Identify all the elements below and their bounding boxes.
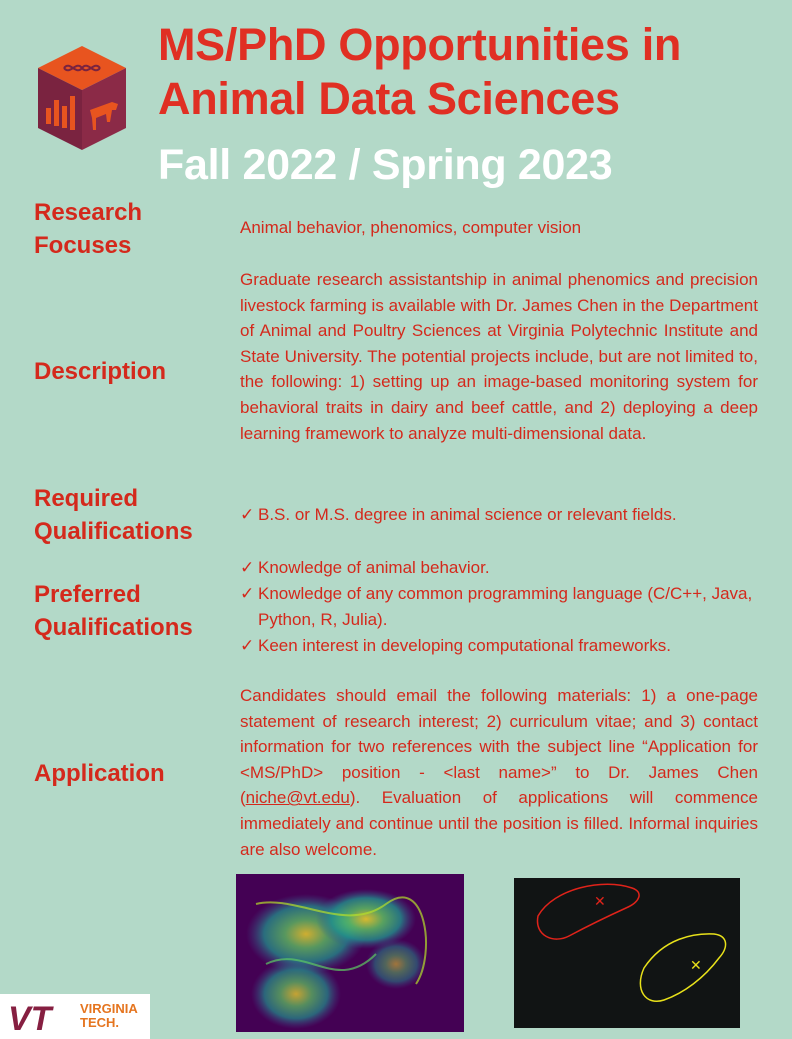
research-focuses-text: Animal behavior, phenomics, computer vision bbox=[240, 218, 582, 237]
lab-cube-logo bbox=[34, 44, 130, 152]
required-qualifications-label: Required Qualifications bbox=[34, 485, 193, 545]
required-qualifications-list bbox=[240, 502, 760, 528]
research-focuses-label: Research Focuses bbox=[34, 199, 143, 259]
preferred-qualifications-label: Preferred Qualifications bbox=[34, 581, 193, 641]
list-item: ✓ Keen interest in developing computational frameworks. bbox=[240, 633, 760, 659]
virginia-tech-logo bbox=[0, 994, 150, 1039]
email-link[interactable]: niche@vt.edu bbox=[245, 788, 350, 808]
description-text: Graduate research assistantship in animal phenomics and precision livestock farming is available with Dr. James Chen in the Department of Animal and Poultry Sciences at Virginia Polytechnic Institute and State University. The potential projects include, but are not limited to, the following: 1) setting up an image-based monitoring system for behavioral traits in dairy and beef cattle, and 2) deploying a deep learning framework to analyze multi-dimensional data. bbox=[240, 270, 758, 443]
activity-heatmap-image bbox=[236, 874, 464, 1032]
list-item: ✓ Knowledge of animal behavior. bbox=[240, 555, 760, 581]
check-icon: ✓ bbox=[240, 505, 255, 524]
vt-wordmark: VIRGINIA TECH. bbox=[80, 1001, 138, 1030]
check-icon: ✓ bbox=[240, 584, 255, 603]
list-item: ✓ Knowledge of any common programming language (C/C++, Java, Python, R, Julia). bbox=[240, 581, 760, 633]
svg-text:✕: ✕ bbox=[594, 894, 606, 910]
check-icon: ✓ bbox=[240, 636, 255, 655]
page-subtitle: Fall 2022 / Spring 2023 bbox=[158, 141, 613, 189]
page-title: MS/PhD Opportunities in Animal Data Sciences bbox=[158, 19, 682, 124]
vt-mark-icon bbox=[4, 994, 76, 1039]
list-item: ✓ B.S. or M.S. degree in animal science or relevant fields. bbox=[240, 502, 760, 528]
svg-text:VT: VT bbox=[8, 1000, 52, 1038]
preferred-qualifications-list bbox=[240, 555, 760, 659]
check-icon: ✓ bbox=[240, 558, 255, 577]
description-label: Description bbox=[34, 358, 167, 385]
application-text: Candidates should email the following materials: 1) a one-page statement of research interest; 2) curriculum vitae; and 3) contact information for two references with the subject line “Application for <MS/PhD> position - <last name>” to Dr. James Chen (niche@vt.edu). Evaluation of applications will commence immediately and continue until the position is filled. Informal inquiries are also welcome. bbox=[240, 686, 758, 859]
svg-text:✕: ✕ bbox=[690, 958, 702, 974]
animal-segmentation-image bbox=[514, 878, 740, 1028]
application-label: Application bbox=[34, 760, 165, 787]
